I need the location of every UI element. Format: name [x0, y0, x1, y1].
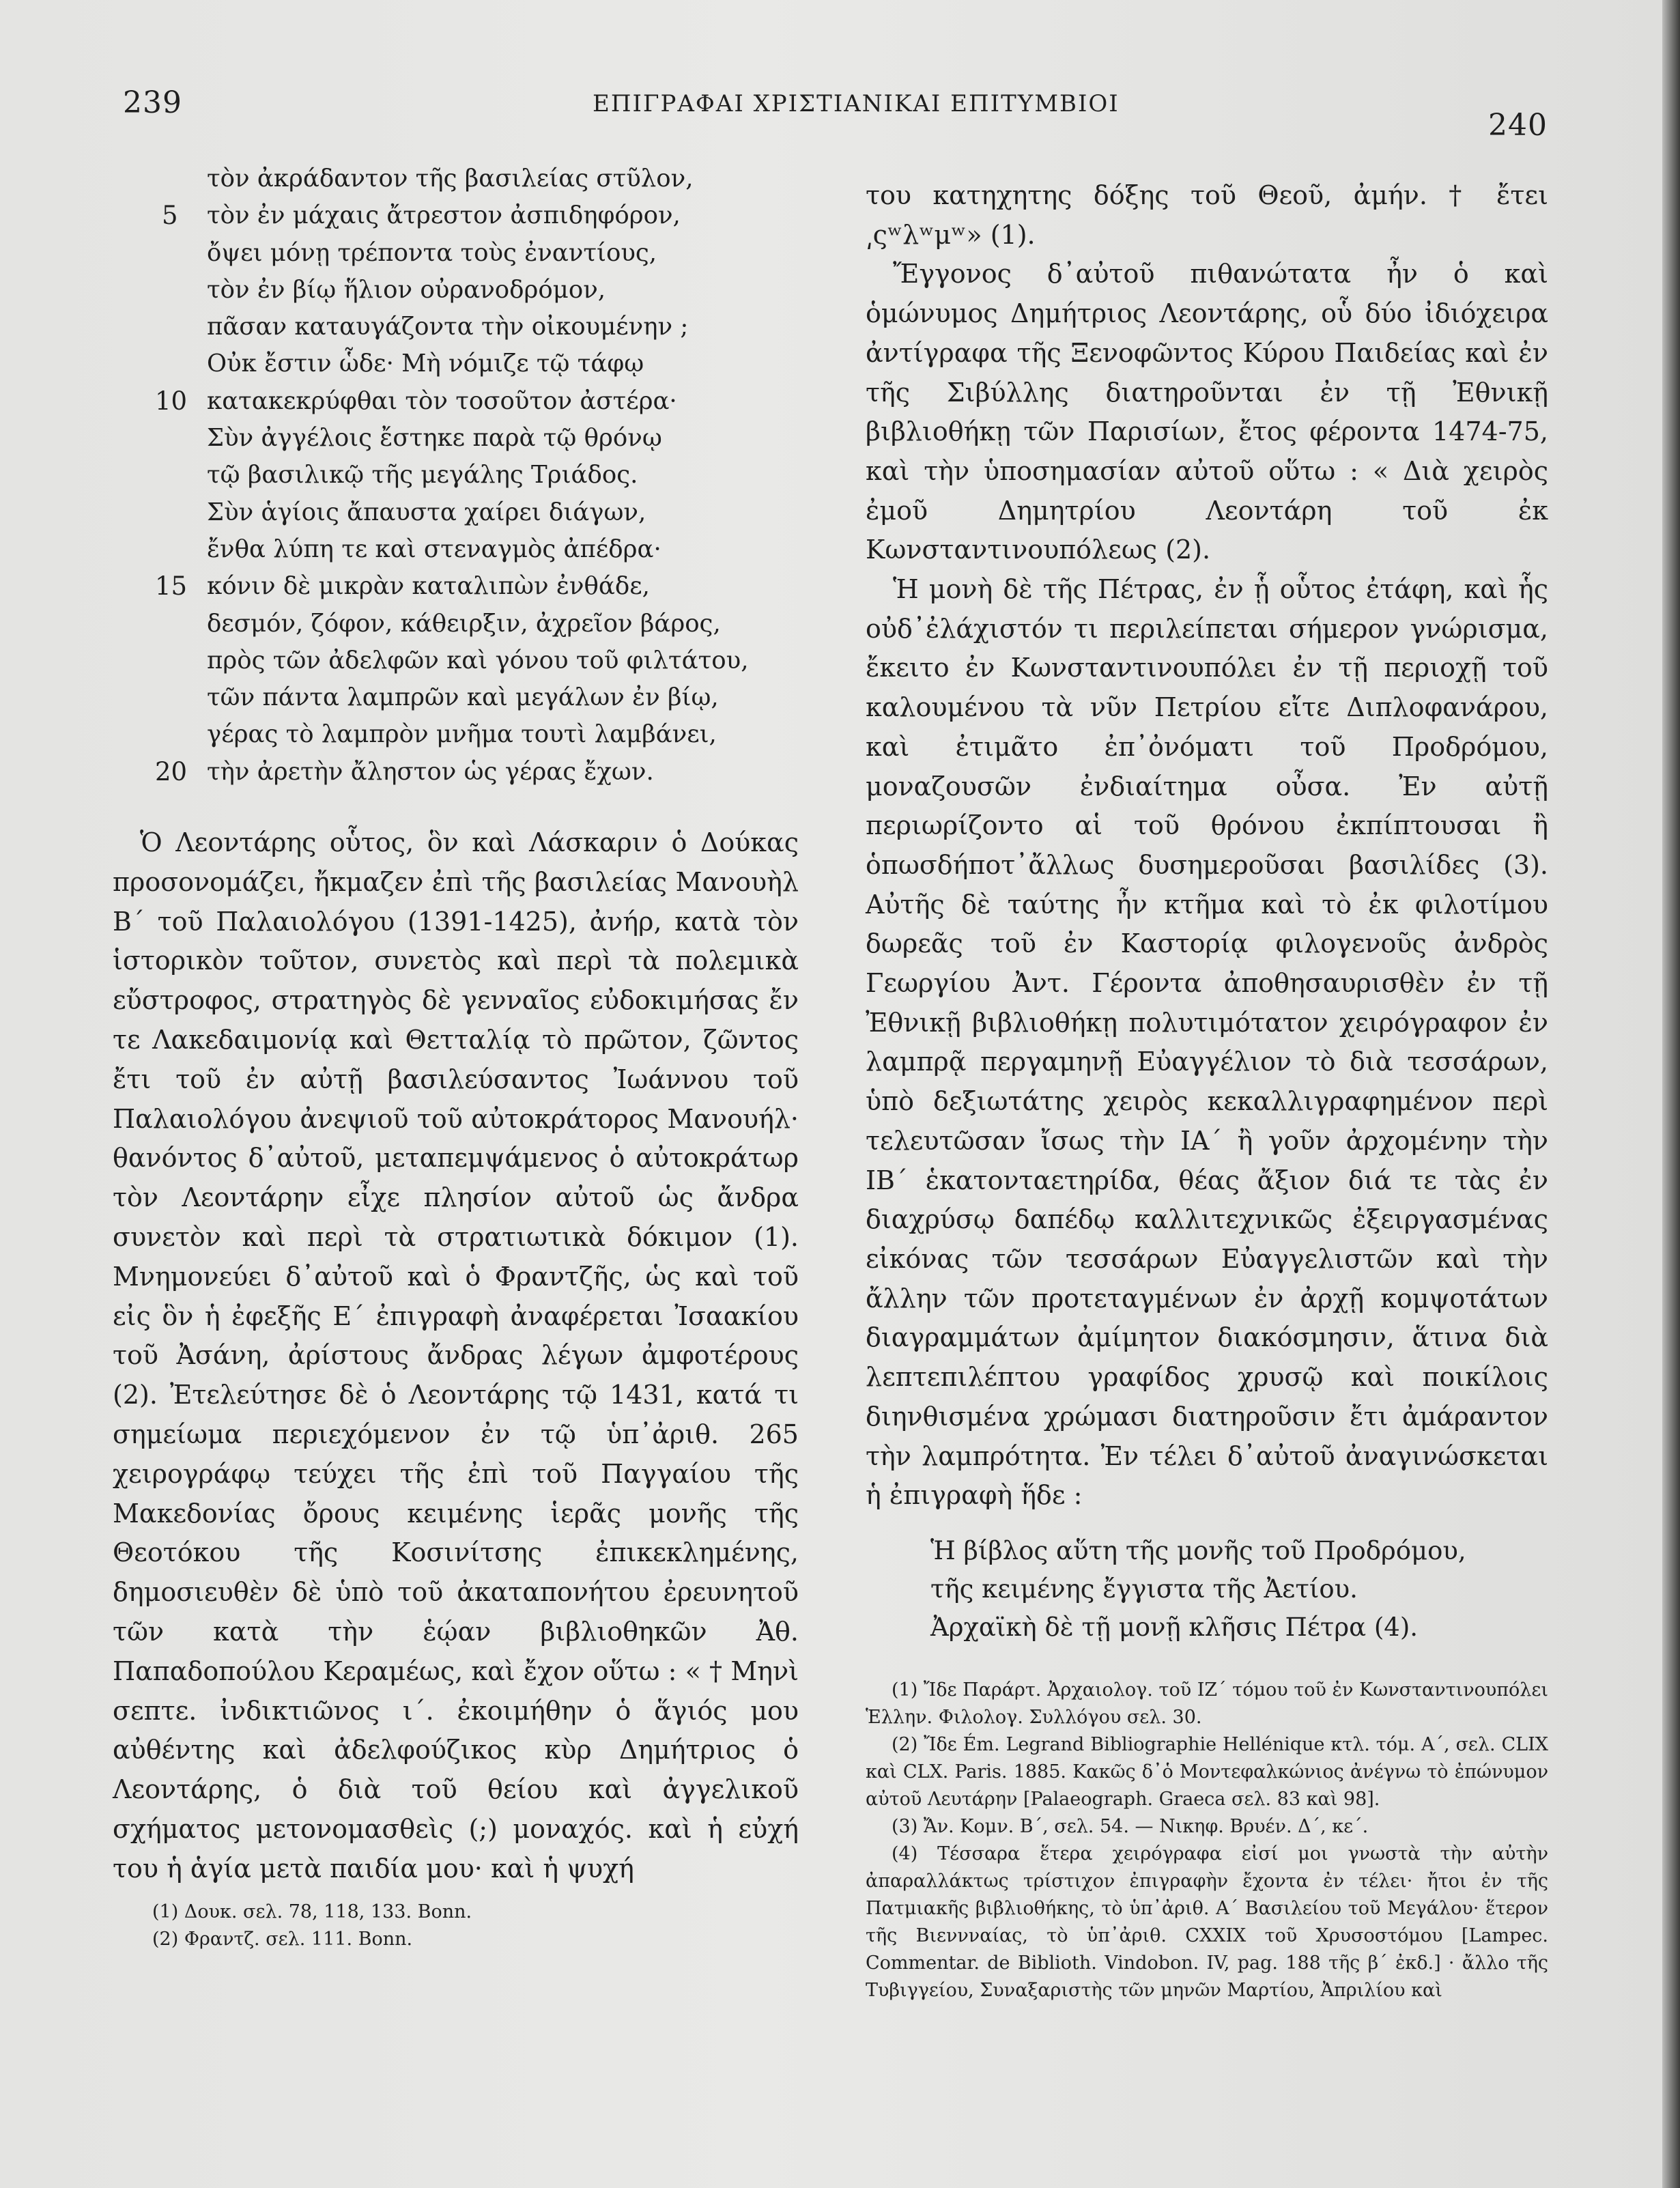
poem-line-text: πρὸς τῶν ἀδελφῶν καὶ γόνου τοῦ φιλτάτου,: [207, 646, 749, 674]
poem-line: [113, 642, 799, 679]
poem-line-text: τὸν ἀκράδαντον τῆς βασιλείας στῦλον,: [207, 165, 694, 193]
right-footnotes: [866, 1677, 1548, 2004]
poem-line: [113, 716, 799, 753]
footnote: (2) Φραντζ. σελ. 111. Bonn.: [152, 1928, 413, 1950]
poem-line: [113, 235, 799, 272]
inscription-line: Ἀρχαϊκὴ δὲ τῇ μονῇ κλῆσις Πέτρα (4).: [930, 1612, 1419, 1642]
book-spine-shadow: [1662, 0, 1680, 2188]
poem-line-text: γέρας τὸ λαμπρὸν μνῆμα τουτὶ λαμβάνει,: [207, 720, 717, 749]
line-number: 5: [162, 201, 178, 231]
footnote: (3) Ἄν. Κομν. Β΄, σελ. 54. — Νικηφ. Βρυέν. Δ΄, κε΄.: [892, 1815, 1369, 1837]
commentary-paragraph: Ὁ Λεοντάρης οὗτος, ὃν καὶ Λάσκαριν ὁ Δούκας προσονομάζει, ἤκμαζεν ἐπὶ τῆς βασιλείας Μανουὴλ Β΄ τοῦ Παλαιολόγου (1391-1425), ἀνήρ, κατὰ τὸν ἱστορικὸν τοῦτον, συνετὸς καὶ περὶ τὰ πολεμικὰ εὔστροφος, στρατηγὸς δὲ γενναῖος εὐδοκιμήσας ἔν τε Λακεδαιμονίᾳ καὶ Θετταλίᾳ τὸ πρῶτον, ζῶντος ἔτι τοῦ ἐν αὐτῇ βασιλεύσαντος Ἰωάννου τοῦ Παλαιολόγου ἀνεψιοῦ τοῦ αὐτοκράτορος Μανουήλ· θανόντος δ᾽αὐτοῦ, μεταπεμψάμενος ὁ αὐτοκράτωρ τὸν Λεοντάρην εἶχε πλησίον αὐτοῦ ὡς ἄνδρα συνετὸν καὶ περὶ τὰ στρατιωτικὰ δόκιμον (1). Μνημονεύει δ᾽αὐτοῦ καὶ ὁ Φραντζῆς, ὡς καὶ τοῦ εἰς ὃν ἡ ἐφεξῆς Ε΄ ἐπιγραφὴ ἀναφέρεται Ἰσαακίου τοῦ Ἀσάνη, ἀρίστους ἄνδρας λέγων ἀμφοτέρους (2). Ἐτελεύτησε δὲ ὁ Λεοντάρης τῷ 1431, κατά τι σημείωμα περιεχόμενον ἐν τῷ ὑπ᾽ἀριθ. 265 χειρογράφῳ τεύχει τῆς ἐπὶ τοῦ Παγγαίου τῆς Μακεδονίας ὄρους κειμένης ἱερᾶς μονῆς τῆς Θεοτόκου τῆς Κοσινίτσης ἐπικεκλημένης, δημοσιευθὲν δὲ ὑπὸ τοῦ ἀκαταπονήτου ἐρευνητοῦ τῶν κατὰ τὴν ἑῴαν βιβλιοθηκῶν Ἀθ. Παπαδοπούλου Κεραμέως, καὶ ἔχον οὕτω : « † Μηνὶ σεπτε. ἰνδικτιῶνος ι΄. ἐκοιμήθην ὁ ἅγιός μου αὐθέντης καὶ ἀδελφούζικος κὺρ Δημήτριος ὁ Λεοντάρης, ὁ διὰ τοῦ θείου καὶ ἀγγελικοῦ σχήματος μετονομασθεὶς (;) μοναχός. καὶ ἡ εὐχή του ἡ ἁγία μετὰ παιδία μου· καὶ ἡ ψυχή: [113, 827, 799, 1884]
footnote: (2) Ἴδε Ém. Legrand Bibliographie Hellénique κτλ. τόμ. Α΄, σελ. CLIX καὶ CLX. Paris. 1885. Κακῶς δ᾽ὁ Μοντεφαλκώνιος ἀνέγνω τὸ ἐπώνυμον αὐτοῦ Λευτάρην [Palaeograph. Graeca σελ. 83 καὶ 98].: [866, 1733, 1548, 1810]
inscription-line: Ἡ βίβλος αὕτη τῆς μονῆς τοῦ Προδρόμου,: [930, 1535, 1466, 1565]
left-column: [113, 160, 799, 1953]
poem-line: [113, 606, 799, 642]
poem-line-text: Σὺν ἀγγέλοις ἔστηκε παρὰ τῷ θρόνῳ: [207, 424, 662, 453]
poem-line: [113, 679, 799, 716]
poem-line-text: τὸν ἐν μάχαις ἄτρεστον ἀσπιδηφόρον,: [207, 201, 681, 230]
left-page-number: 239: [123, 85, 182, 120]
inscription-line: τῆς κειμένης ἔγγιστα τῆς Ἀετίου.: [930, 1574, 1358, 1604]
poem-line: [113, 160, 799, 197]
footnote: (1) Δουκ. σελ. 78, 118, 133. Bonn.: [152, 1901, 472, 1922]
right-column: [866, 176, 1548, 2004]
line-number: 20: [155, 756, 188, 786]
poem-line-text: κατακεκρύφθαι τὸν τοσοῦτον ἀστέρα·: [207, 386, 677, 415]
poem-line-text: δεσμόν, ζόφον, κάθειρξιν, ἀχρεῖον βάρος,: [207, 609, 721, 638]
poem-line: [113, 494, 799, 531]
poem-line: [113, 383, 799, 420]
poem-line: [113, 272, 799, 309]
poem: [113, 160, 799, 791]
line-number: 15: [155, 571, 188, 601]
poem-line: [113, 420, 799, 457]
poem-line-text: τῷ βασιλικῷ τῆς μεγάλης Τριάδος.: [207, 461, 638, 489]
poem-line-text: τῶν πάντα λαμπρῶν καὶ μεγάλων ἐν βίῳ,: [207, 683, 719, 712]
poem-line: [113, 568, 799, 605]
paragraph-continuation: του κατηχητης δόξης τοῦ Θεοῦ, ἀμήν. † ἔτει ͵ςʷλʷμʷ» (1).: [866, 180, 1548, 250]
footnote: (1) Ἴδε Παράρτ. Ἀρχαιολογ. τοῦ ΙΖ΄ τόμου τοῦ ἐν Κωνσταντινουπόλει Ἑλλην. Φιλολογ. Συλλόγου σελ. 30.: [866, 1679, 1548, 1728]
poem-line: [113, 754, 799, 791]
poem-line-text: ἔνθα λύπη τε καὶ στεναγμὸς ἀπέδρα·: [207, 535, 661, 563]
running-title: ΕΠΙΓΡΑΦΑΙ ΧΡΙΣΤΙΑΝΙΚΑΙ ΕΠΙΤΥΜΒΙΟΙ: [593, 90, 1120, 117]
poem-line-text: τὸν ἐν βίῳ ἥλιον οὐρανοδρόμον,: [207, 275, 606, 304]
paragraph: Ἔγγονος δ᾽αὐτοῦ πιθανώτατα ἦν ὁ καὶ ὁμώνυμος Δημήτριος Λεοντάρης, οὗ δύο ἰδιόχειρα ἀντίγραφα τῆς Ξενοφῶντος Κύρου Παιδείας καὶ ἐν τῆς Σιβύλλης διατηροῦνται ἐν τῇ Ἐθνικῇ βιβλιοθήκῃ τῶν Παρισίων, ἔτος φέροντα 1474-75, καὶ τὴν ὑποσημασίαν αὐτοῦ οὕτω : « Διὰ χειρὸς ἐμοῦ Δημητρίου Λεοντάρη τοῦ ἐκ Κωνσταντινουπόλεως (2).: [866, 259, 1548, 565]
poem-line: [113, 531, 799, 568]
poem-line: [113, 457, 799, 494]
poem-line-text: Σὺν ἁγίοις ἄπαυστα χαίρει διάγων,: [207, 498, 646, 526]
footnote: (4) Τέσσαρα ἕτερα χειρόγραφα εἰσί μοι γνωστὰ τὴν αὐτὴν ἀπαραλλάκτως τρίστιχον ἐπιγραφὴν ἔχοντα ἐν τέλει· ἤτοι ἐν τῆς Πατμιακῆς βιβλιοθήκης, τὸ ὑπ᾽ἀριθ. Α΄ Βασιλείου τοῦ Μεγάλου· ἕτερον τῆς Βιεννναίας, τὸ ὑπ᾽ἀριθ. CXXIX τοῦ Χρυσοστόμου [Lampec. Commentar. de Biblioth. Vindobon. IV, pag. 188 τῆς β΄ ἐκδ.] · ἄλλο τῆς Τυβιγγείου, Συναξαριστὴς τῶν μηνῶν Μαρτίου, Ἀπριλίου καὶ: [866, 1843, 1548, 2001]
left-footnotes: [113, 1899, 799, 1953]
line-number: 10: [155, 386, 188, 416]
poem-line-text: Οὐκ ἔστιν ὧδε· Μὴ νόμιζε τῷ τάφῳ: [207, 350, 644, 378]
poem-line: [113, 197, 799, 234]
poem-line: [113, 345, 799, 382]
poem-line-text: κόνιν δὲ μικρὰν καταλιπὼν ἐνθάδε,: [207, 572, 650, 601]
poem-line-text: τὴν ἀρετὴν ἄληστον ὡς γέρας ἔχων.: [207, 757, 654, 786]
paragraph: Ἡ μονὴ δὲ τῆς Πέτρας, ἐν ᾗ οὗτος ἐτάφη, καὶ ἧς οὐδ᾽ἐλάχιστόν τι περιλείπεται σήμερον γνώρισμα, ἔκειτο ἐν Κωνσταντινουπόλει ἐν τῇ περιοχῇ τοῦ καλουμένου τὰ νῦν Πετρίου εἴτε Διπλοφανάρου, καὶ ἐτιμᾶτο ἐπ᾽ὀνόματι τοῦ Προδρόμου, μοναζουσῶν ἐνδιαίτημα οὖσα. Ἐν αὐτῇ περιωρίζοντο αἱ τοῦ θρόνου ἐκπίπτουσαι ἢ ὁπωσδήποτ᾽ἄλλως δυσημεροῦσαι βασιλίδες (3). Αὐτῆς δὲ ταύτης ἦν κτῆμα καὶ τὸ ἐκ φιλοτίμου δωρεᾶς τοῦ ἐν Καστορίᾳ φιλογενοῦς ἀνδρὸς Γεωργίου Ἀντ. Γέροντα ἀποθησαυρισθὲν ἐν τῇ Ἐθνικῇ βιβλιοθήκῃ πολυτιμότατον χειρόγραφον ἐν λαμπρᾷ περγαμηνῇ Εὐαγγέλιον τὸ διὰ τεσσάρων, ὑπὸ δεξιωτάτης χειρὸς κεκαλλιγραφημένον περὶ τελευτῶσαν ἴσως τὴν ΙΑ΄ ἢ γοῦν ἀρχομένην τὴν ΙΒ΄ ἑκατονταετηρίδα, θέας ἄξιον διά τε τὰς ἐν διαχρύσῳ δαπέδῳ καλλιτεχνικῶς ἐξειργασμένας εἰκόνας τῶν τεσσάρων Εὐαγγελιστῶν καὶ τὴν ἄλλην τῶν προτεταγμένων ἐν ἀρχῇ κομψοτάτων διαγραμμάτων ἀμίμητον διακόσμησιν, ἅτινα διὰ λεπτεπιλέπτου γραφίδος χρυσῷ καὶ ποικίλοις διηνθισμένα χρώμασι διατηροῦσιν ἔτι ἀμάραντον τὴν λαμπρότητα. Ἐν τέλει δ᾽αὐτοῦ ἀναγινώσκεται ἡ ἐπιγραφὴ ἥδε :: [866, 574, 1548, 1511]
inscription: [866, 1532, 1548, 1647]
right-page-number: 240: [1488, 108, 1548, 143]
poem-line-text: ὄψει μόνῃ τρέποντα τοὺς ἐναντίους,: [207, 238, 657, 267]
poem-line-text: πᾶσαν καταυγάζοντα τὴν οἰκουμένην ;: [207, 313, 689, 341]
poem-line: [113, 309, 799, 345]
